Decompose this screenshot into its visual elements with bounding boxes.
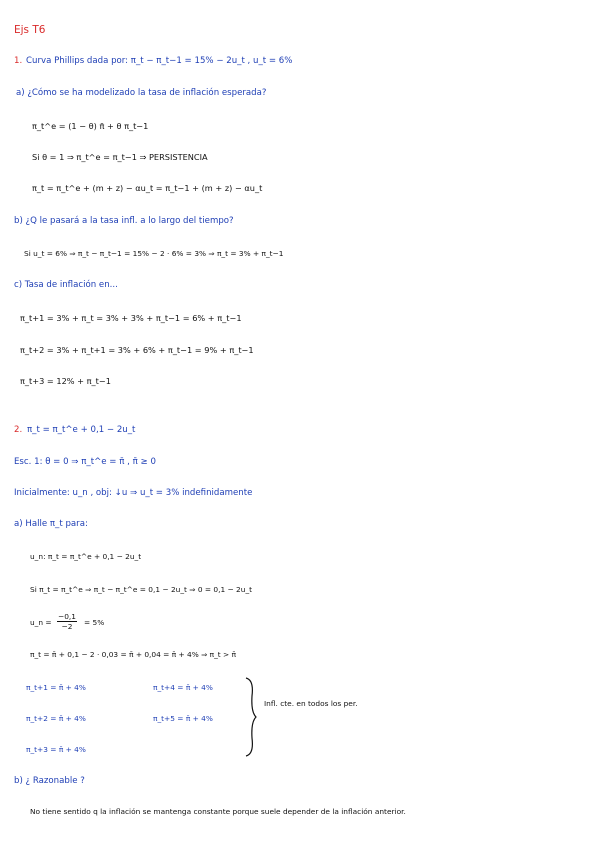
ex2-un-fraction xyxy=(57,612,77,631)
ex2-group-line-3: π_t+3 = π̄ + 4% xyxy=(26,745,86,754)
fraction-numerator: −0,1 xyxy=(58,612,76,621)
page-title: Ejs T6 xyxy=(14,24,46,36)
ex1-eq-persistence: Si θ = 1 ⇒ π_t^e = π_t−1 ⇒ PERSISTENCIA xyxy=(32,152,208,162)
ex1-number: 1. xyxy=(14,56,23,66)
ex1-eq-expectation: π_t^e = (1 − θ) π̄ + θ π_t−1 xyxy=(32,121,149,131)
ex1-c-line-3: π_t+3 = 12% + π_t−1 xyxy=(20,376,111,386)
ex1-question-c: c) Tasa de inflación en... xyxy=(14,280,118,290)
ex2-un-equation: u_n: π_t = π_t^e + 0,1 − 2u_t xyxy=(30,552,142,561)
ex2-number: 2. xyxy=(14,425,23,435)
ex2-initial: Inicialmente: u_n , obj: ↓u ⇒ u_t = 3% indefinidamente xyxy=(14,488,253,498)
ex2-group-line-4: π_t+4 = π̄ + 4% xyxy=(153,683,213,692)
ex1-question-a: a) ¿Cómo se ha modelizado la tasa de inflación esperada? xyxy=(16,88,267,98)
fraction-denominator: −2 xyxy=(61,622,73,631)
ex1-c-line-1: π_t+1 = 3% + π_t = 3% + 3% + π_t−1 = 6% + π_t−1 xyxy=(20,313,242,323)
ex2-equilibrium: Si π_t = π_t^e ⇒ π_t − π_t^e = 0,1 − 2u_t ⇒ 0 = 0,1 − 2u_t xyxy=(30,585,253,594)
right-brace-icon xyxy=(244,676,258,758)
ex2-un-label: u_n = xyxy=(30,618,52,627)
ex2-answer-b: No tiene sentido q la inflación se mantenga constante porque suele depender de la inflación anterior. xyxy=(30,807,406,816)
ex1-question-b: b) ¿Q le pasará a la tasa infl. a lo largo del tiempo? xyxy=(14,216,234,226)
ex2-inflation-result: π_t = π̄ + 0,1 − 2 · 0,03 = π̄ + 0,04 = π̄ + 4% ⇒ π_t > π̄ xyxy=(30,650,237,659)
ex1-c-line-2: π_t+2 = 3% + π_t+1 = 3% + 6% + π_t−1 = 9% + π_t−1 xyxy=(20,345,254,355)
ex1-header: Curva Phillips dada por: π_t − π_t−1 = 15% − 2u_t , u_t = 6% xyxy=(26,56,293,66)
ex2-header: π_t = π_t^e + 0,1 − 2u_t xyxy=(27,425,136,435)
ex2-question-a: a) Halle π_t para: xyxy=(14,519,88,529)
ex2-group-line-5: π_t+5 = π̄ + 4% xyxy=(153,714,213,723)
ex1-answer-b: Si u_t = 6% ⇒ π_t − π_t−1 = 15% − 2 · 6% = 3% ⇒ π_t = 3% + π_t−1 xyxy=(24,249,284,258)
ex2-brace-note: Infl. cte. en todos los per. xyxy=(264,699,358,708)
ex2-un-result: = 5% xyxy=(84,618,105,627)
ex2-group-line-1: π_t+1 = π̄ + 4% xyxy=(26,683,86,692)
ex1-eq-phillips: π_t = π_t^e + (m + z) − αu_t = π_t−1 + (m + z) − αu_t xyxy=(32,183,263,193)
ex2-scenario: Esc. 1: θ = 0 ⇒ π_t^e = π̄ , π̄ ≥ 0 xyxy=(14,457,156,467)
ex2-group-line-2: π_t+2 = π̄ + 4% xyxy=(26,714,86,723)
ex2-question-b: b) ¿ Razonable ? xyxy=(14,776,85,786)
